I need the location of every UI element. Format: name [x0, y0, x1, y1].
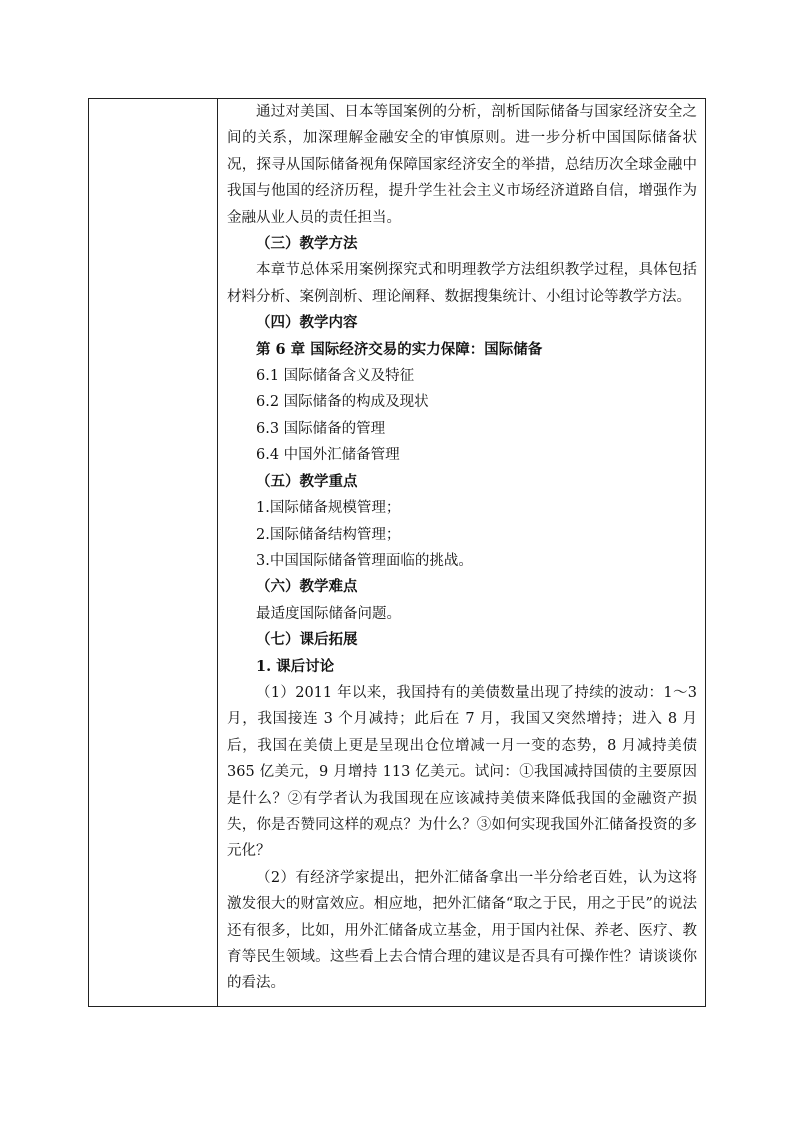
keypoint-item: 2.国际储备结构管理；	[256, 526, 401, 543]
discussion-heading: 1. 课后讨论	[256, 657, 335, 675]
content-cell	[227, 99, 697, 997]
question-2: （2）有经济学家提出，把外汇储备拿出一半分给老百姓，认为这将激发很大的财富效应。相应地，把外汇储备“取之于民，用之于民”的说法还有很多，比如，用外汇储备成立基金，用于国内社保、养老、医疗、教育等民生领域。这些看上去合情合理的建议是否具有可操作性？请谈谈你的看法。	[227, 869, 697, 992]
keypoint-item: 3.中国国际储备管理面临的挑战。	[256, 552, 473, 569]
difficulties-heading: （六）教学难点	[256, 578, 358, 596]
column-divider	[217, 99, 218, 1006]
content-item: 6.3 国际储备的管理	[256, 420, 386, 437]
extension-heading: （七）课后拓展	[256, 631, 358, 649]
methods-paragraph: 本章节总体采用案例探究式和明理教学方法组织教学过程，具体包括材料分析、案例剖析、理论阐释、数据搜集统计、小组讨论等教学方法。	[227, 262, 697, 305]
content-table	[88, 98, 706, 1007]
chapter-title: 第 6 章 国际经济交易的实力保障：国际储备	[256, 340, 543, 358]
methods-heading: （三）教学方法	[256, 235, 358, 253]
keypoint-item: 1.国际储备规模管理；	[256, 500, 401, 517]
content-item: 6.4 中国外汇储备管理	[256, 447, 400, 464]
keypoints-heading: （五）教学重点	[256, 472, 358, 490]
content-item: 6.1 国际储备含义及特征	[256, 368, 415, 385]
content-heading: （四）教学内容	[256, 314, 358, 332]
intro-paragraph: 通过对美国、日本等国案例的分析，剖析国际储备与国家经济安全之间的关系，加深理解金融安全的审慎原则。进一步分析中国国际储备状况，探寻从国际储备视角保障国家经济安全的举措，总结历次全球金融中我国与他国的经济历程，提升学生社会主义市场经济道路自信，增强作为金融从业人员的责任担当。	[227, 104, 697, 226]
question-1: （1）2011 年以来，我国持有的美债数量出现了持续的波动：1～3 月，我国接连 3 个月减持；此后在 7 月，我国又突然增持；进入 8 月后，我国在美债上更是呈现出仓位增减一月一变的态势，8 月减持美债 365 亿美元，9 月增持 113 亿美元。试问：①我国减持国债的主要原因是什么？②有学者认为我国现在应该减持美债来降低我国的金融资产损失，你是否赞同这样的观点？为什么？③如何实现我国外汇储备投资的多元化？	[227, 684, 697, 860]
content-item: 6.2 国际储备的构成及现状	[256, 394, 429, 411]
difficulties-paragraph: 最适度国际储备问题。	[256, 605, 401, 622]
